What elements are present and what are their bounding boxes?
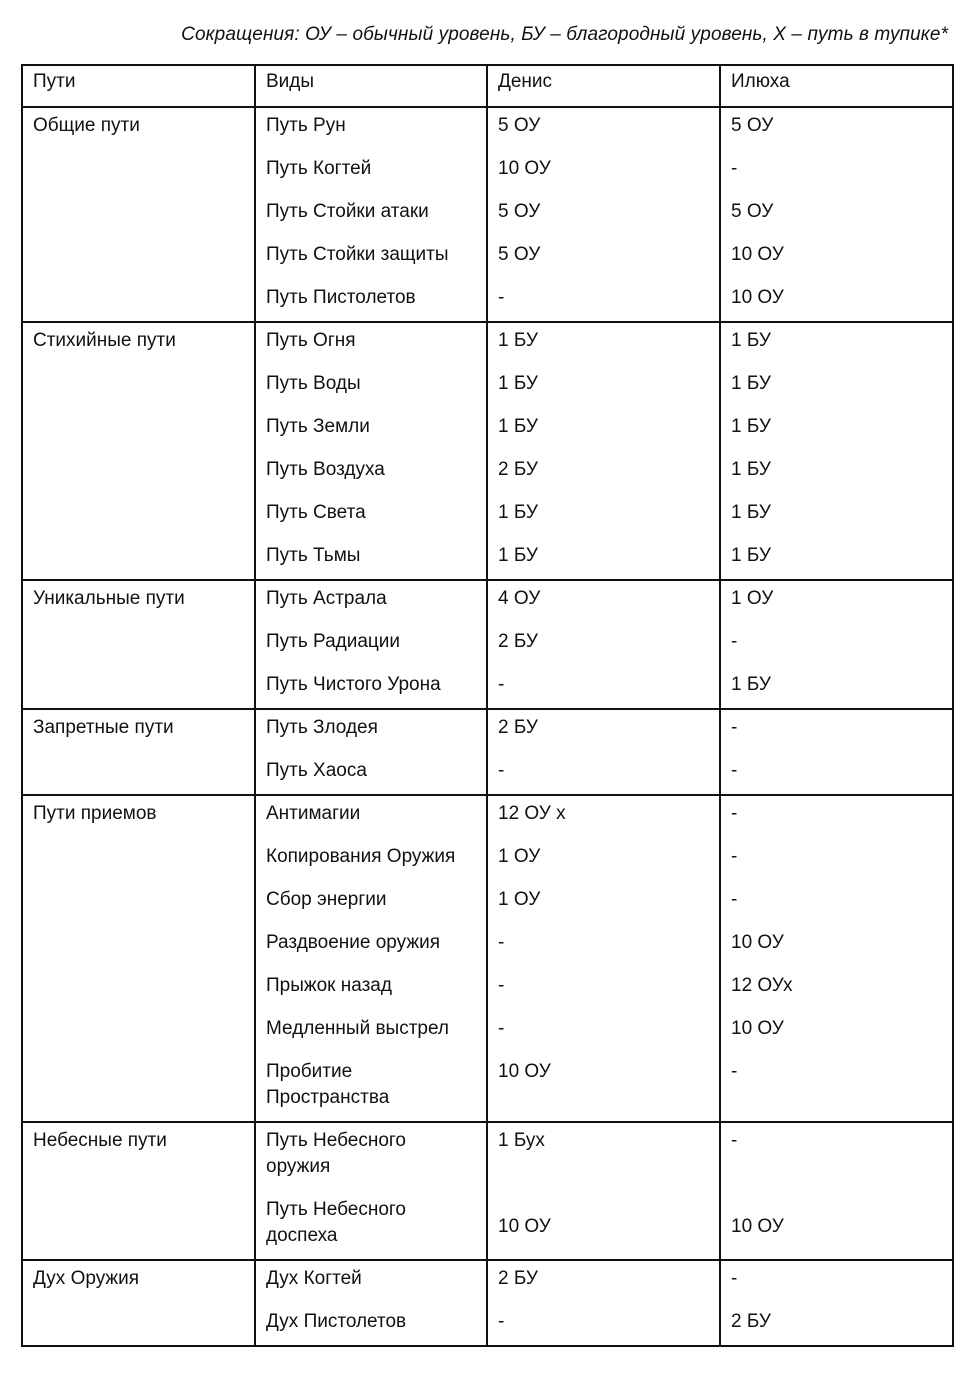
denis-value: 1 БУ [498, 330, 538, 351]
group-name [22, 1260, 255, 1346]
ilyukha-value: - [731, 1268, 738, 1289]
denis-value: - [498, 1311, 505, 1332]
denis-value: 1 БУ [498, 416, 538, 437]
denis-value: 1 БУ [498, 373, 538, 394]
denis-value: 2 БУ [498, 459, 538, 480]
ilyukha-value: 5 ОУ [731, 115, 774, 136]
denis-value: - [498, 287, 505, 308]
ilyukha-value: - [731, 889, 738, 910]
type-item: Путь Света [266, 502, 366, 523]
types-cell [255, 580, 487, 709]
type-item: Копирования Оружия [266, 846, 456, 867]
group-name-text: Небесные пути [33, 1130, 167, 1151]
denis-value: 2 БУ [498, 717, 538, 738]
denis-value: 1 БУ [498, 545, 538, 566]
ilyukha-value: 12 ОУх [731, 975, 793, 996]
type-item: Путь Хаоса [266, 760, 367, 781]
paths-table [21, 64, 954, 1347]
ilyukha-value: - [731, 846, 738, 867]
type-item: Путь Земли [266, 416, 370, 437]
ilyukha-value: - [731, 1061, 738, 1082]
ilyukha-value: 10 ОУ [731, 1018, 784, 1039]
denis-value: - [498, 760, 505, 781]
denis-value: 2 БУ [498, 631, 538, 652]
type-item: Путь Стойки защиты [266, 244, 449, 265]
type-item: Путь Воды [266, 373, 361, 394]
ilyukha-value: - [731, 717, 738, 738]
ilyukha-value: 1 БУ [731, 330, 771, 351]
denis-value: 5 ОУ [498, 115, 541, 136]
ilyukha-value: - [731, 760, 738, 781]
ilyukha-value: 10 ОУ [731, 1216, 784, 1237]
abbreviations-note: Сокращения: ОУ – обычный уровень, БУ – благородный уровень, Х – путь в тупике* [181, 24, 948, 45]
ilyukha-cell [720, 1122, 953, 1260]
ilyukha-value: 1 БУ [731, 545, 771, 566]
denis-cell [487, 107, 720, 322]
denis-value: - [498, 932, 505, 953]
denis-value: 10 ОУ [498, 158, 551, 179]
group-row-elemental [22, 322, 953, 580]
type-item: Прыжок назад [266, 975, 392, 996]
denis-value: 1 БУ [498, 502, 538, 523]
group-row-heavenly [22, 1122, 953, 1260]
ilyukha-cell [720, 107, 953, 322]
group-name [22, 107, 255, 322]
group-name-text: Стихийные пути [33, 330, 176, 351]
denis-cell [487, 580, 720, 709]
type-item: Медленный выстрел [266, 1018, 450, 1039]
ilyukha-value: 1 БУ [731, 674, 771, 695]
ilyukha-cell [720, 580, 953, 709]
group-name [22, 580, 255, 709]
types-cell [255, 107, 487, 322]
denis-value: 5 ОУ [498, 201, 541, 222]
group-name-text: Запретные пути [33, 717, 174, 738]
denis-value: - [498, 674, 505, 695]
ilyukha-cell [720, 322, 953, 580]
ilyukha-value: 1 ОУ [731, 588, 774, 609]
type-item: Путь Воздуха [266, 459, 385, 480]
types-cell [255, 1122, 487, 1260]
ilyukha-value: 1 БУ [731, 459, 771, 480]
type-item: Путь Чистого Урона [266, 674, 441, 695]
type-item: Дух Пистолетов [266, 1311, 407, 1332]
ilyukha-value: 1 БУ [731, 373, 771, 394]
group-name-text: Общие пути [33, 115, 140, 136]
type-item: Путь Радиации [266, 631, 401, 652]
denis-cell [487, 709, 720, 795]
header-ilyukha: Илюха [720, 65, 953, 107]
denis-value: 10 ОУ [498, 1061, 551, 1082]
denis-value: - [498, 975, 505, 996]
denis-value: 1 ОУ [498, 889, 541, 910]
type-item: Путь Рун [266, 115, 346, 136]
group-name-text: Пути приемов [33, 803, 157, 824]
ilyukha-value: 5 ОУ [731, 201, 774, 222]
type-item: Путь Злодея [266, 717, 378, 738]
type-item: Антимагии [266, 803, 361, 824]
group-row-general [22, 107, 953, 322]
ilyukha-cell [720, 709, 953, 795]
group-name [22, 322, 255, 580]
denis-cell [487, 795, 720, 1122]
group-row-unique [22, 580, 953, 709]
type-item: Путь Астрала [266, 588, 387, 609]
group-name [22, 1122, 255, 1260]
group-row-weapon-spirit [22, 1260, 953, 1346]
denis-value: 5 ОУ [498, 244, 541, 265]
ilyukha-value: 10 ОУ [731, 244, 784, 265]
header-paths: Пути [22, 65, 255, 107]
group-row-techniques [22, 795, 953, 1122]
ilyukha-value: - [731, 158, 738, 179]
ilyukha-value: 10 ОУ [731, 287, 784, 308]
ilyukha-value: - [731, 803, 738, 824]
denis-cell [487, 322, 720, 580]
types-cell [255, 709, 487, 795]
type-item: Путь Пистолетов [266, 287, 416, 308]
denis-value: 12 ОУ х [498, 803, 566, 824]
types-cell [255, 1260, 487, 1346]
type-item: Раздвоение оружия [266, 932, 440, 953]
type-item: Путь Огня [266, 330, 356, 351]
types-cell [255, 322, 487, 580]
group-name-text: Дух Оружия [33, 1268, 140, 1289]
denis-value: 4 ОУ [498, 588, 541, 609]
header-denis: Денис [487, 65, 720, 107]
ilyukha-value: - [731, 631, 738, 652]
type-item: Сбор энергии [266, 889, 387, 910]
group-name-text: Уникальные пути [33, 588, 185, 609]
header-row [22, 65, 953, 107]
type-item: Путь Тьмы [266, 545, 361, 566]
ilyukha-value: 2 БУ [731, 1311, 771, 1332]
type-item: Путь Стойки атаки [266, 201, 429, 222]
group-name [22, 795, 255, 1122]
denis-cell [487, 1260, 720, 1346]
header-types: Виды [255, 65, 487, 107]
type-item: Путь Небесного оружия [266, 1130, 406, 1177]
group-row-forbidden [22, 709, 953, 795]
group-name [22, 709, 255, 795]
ilyukha-value: 1 БУ [731, 502, 771, 523]
denis-value: 10 ОУ [498, 1216, 551, 1237]
type-item: Путь Небесного доспеха [266, 1199, 406, 1246]
type-item: Пробитие Пространства [266, 1061, 390, 1108]
ilyukha-cell [720, 795, 953, 1122]
denis-value: 2 БУ [498, 1268, 538, 1289]
ilyukha-cell [720, 1260, 953, 1346]
type-item: Дух Когтей [266, 1268, 362, 1289]
ilyukha-value: 10 ОУ [731, 932, 784, 953]
denis-value: 1 Бух [498, 1130, 545, 1151]
type-item: Путь Когтей [266, 158, 372, 179]
types-cell [255, 795, 487, 1122]
denis-cell [487, 1122, 720, 1260]
denis-value: - [498, 1018, 505, 1039]
ilyukha-value: - [731, 1130, 738, 1151]
ilyukha-value: 1 БУ [731, 416, 771, 437]
denis-value: 1 ОУ [498, 846, 541, 867]
